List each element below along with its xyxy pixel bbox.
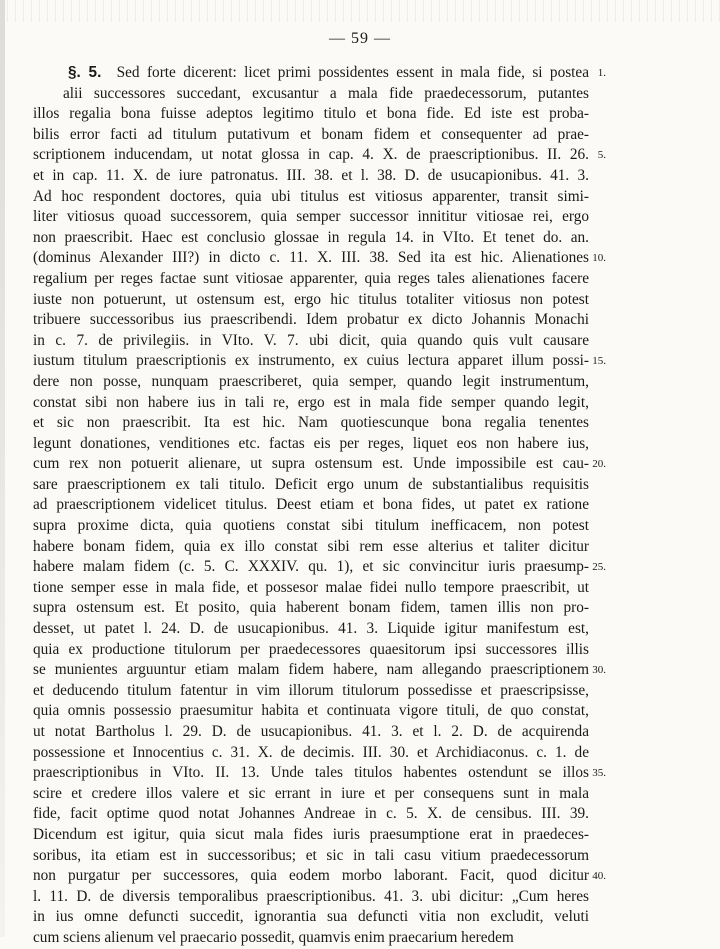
top-edge-noise [0,0,720,22]
text-line: illos regalia bona fuisse adeptos legitimo titulo et bona fide. Ed iste est proba- [33,105,589,123]
text-line: soribus, ita etiam est in successoribus; et sic in tali casu vitium praedecessorum [33,846,589,864]
text-line: sare praescriptionem ex tali titulo. Deficit ergo unum de substantialibus requisitis [33,475,589,493]
text-line: ad praescriptionem videlicet titulus. Deest etiam et bona fides, ut patet ex ratione [33,496,589,514]
text-line: cum sciens alienum vel praecario possedit, quamvis enim praecarium heredem [33,928,514,946]
text-line: scriptionem inducendam, ut notat glossa in cap. 4. X. de praescriptionibus. II. 26. [33,146,589,164]
text-line: in ius omne defuncti succedit, ignorantia sua defuncti vitia non excludit, veluti [33,908,589,926]
text-line: cum rex non potuerit alienare, ut supra ostensum est. Unde impossibile est cau- [33,455,589,473]
text-line: constat sibi non habere ius in tali re, ergo est in mala fide semper quando legit, [33,393,589,411]
text-line: desset, ut patet l. 24. D. de usucapionibus. 41. 3. Liquide igitur manifestum est, [33,620,589,638]
line-text: Sed forte dicerent: licet primi possidentes essent in mala fide, si postea [116,64,589,81]
text-line: habere malam fidem (c. 5. C. XXXIV. qu. 1), et sic convincitur iuris praesump- [33,558,589,576]
margin-line-number: 20. [592,458,606,471]
text-line: supra proxime dicta, quia quotiens constat sibi titulum inefficacem, non potest [33,517,589,535]
page-number: — 59 — [329,30,391,47]
text-line: Dicendum est igitur, quia sicut mala fides iuris praesumptione erat in praedeces- [33,825,589,843]
text-line: et sic non praescribit. Ita est hic. Nam quotiescunque bona regalia tenentes [33,414,589,432]
text-line: tribuere successoribus ius praescribendi. Idem probatur ex dicto Johannis Monachi [33,311,589,329]
text-line: tione semper esse in mala fide, et possesor malae fidei nullo tempore praescribit, ut [33,578,589,596]
text-line: iuste non potuerunt, ut ostensum est, ergo hic titulus totaliter vitiosus non potest [33,290,589,308]
margin-line-number: 10. [592,252,606,265]
section-mark: §. 5. [68,64,102,81]
text-line: se munientes arguuntur etiam malam fidem habere, nam allegando praescriptionem [33,661,589,679]
text-line: in c. 7. de privilegiis. in VIto. V. 7. ubi dicit, quia quando quis vult causare [33,331,589,349]
text-line: regalium per reges factae sunt vitiosae apparenter, quia reges tales alienationes facere [33,269,589,287]
margin-line-number: 40. [592,870,606,883]
text-line: scire et credere illos valere et sic errant in iure et per consequens sunt in mala [33,784,589,802]
text-line: iustum titulum praescriptionis ex instrumento, ex cuius lectura apparet illum possi- [33,352,589,370]
text-line: supra ostensum est. Et posito, quia haberent bonam fidem, tamen illis non pro- [33,599,589,617]
text-line: bilis error facti ad titulum putativum et bonam fidem et consequenter ad prae- [33,125,589,143]
text-line: l. 11. D. de diversis temporalibus praescriptionibus. 41. 3. ubi dicitur: „Cum heres [33,887,589,905]
margin-line-number: 25. [592,561,606,574]
text-line: (dominus Alexander III?) in dicto c. 11. X. III. 38. Sed ita est hic. Alienationes [33,249,589,267]
text-line: possessione et Innocentius c. 31. X. de decimis. III. 30. et Archidiaconus. c. 1. de [33,743,589,761]
margin-line-number: 1. [597,67,606,79]
text-line: fide, facit optime quod notat Johannes Andreae in c. 5. X. de censibus. III. 39. [33,805,589,823]
text-line: alii successores succedant, excusantur a mala fide praedecessorum, putantes [63,84,589,102]
text-line: legunt donationes, venditiones etc. factas eis per reges, liquet eos non habere ius, [33,434,589,452]
text-line: non praescribit. Haec est conclusio glossae in regula 14. in VIto. Et tenet do. an. [33,228,589,246]
text-line: non purgatur per successores, quia eodem morbo laborant. Facit, quod dicitur [33,867,589,885]
margin-line-number: 35. [592,767,606,780]
margin-line-number: 5. [597,149,606,162]
text-line [33,63,589,84]
text-line: quia ex productione titulorum per praedecessores quaesitorum ipsi successores illis [33,640,589,658]
text-line: praescriptionibus in VIto. II. 13. Unde tales titulos habentes ostendunt se illos [33,764,589,782]
margin-line-number: 15. [592,355,606,368]
text-line: quia omnis possessio praesumitur habita et continuata vigore tituli, de quo constat, [33,702,589,720]
text-line: et deducendo titulum fatentur in vim illorum titulorum possedisse et praescripsisse, [33,681,589,699]
left-page-edge [0,0,5,937]
text-line: et in cap. 11. X. de iure patronatus. III. 38. et l. 38. D. de usucapionibus. 41. 3. [33,166,589,184]
text-line: ut notat Bartholus l. 29. D. de usucapionibus. 41. 3. et l. 2. D. de acquirenda [33,723,589,740]
text-line: dere non posse, nunquam praescriberet, quia semper, quando legit instrumentum, [33,372,589,390]
text-line: habere bonam fidem, quia ex illo constat sibi rem esse alterius et taliter dicitur [33,537,589,555]
margin-line-number: 30. [592,664,606,677]
body-text [33,63,589,949]
text-line: liter vitiosus quoad successorem, quia semper successor innititur vitiosae rei, ergo [33,208,589,226]
text-line: Ad hoc respondent doctores, quia ubi titulus est vitiosus apparenter, transit simi- [33,187,589,205]
